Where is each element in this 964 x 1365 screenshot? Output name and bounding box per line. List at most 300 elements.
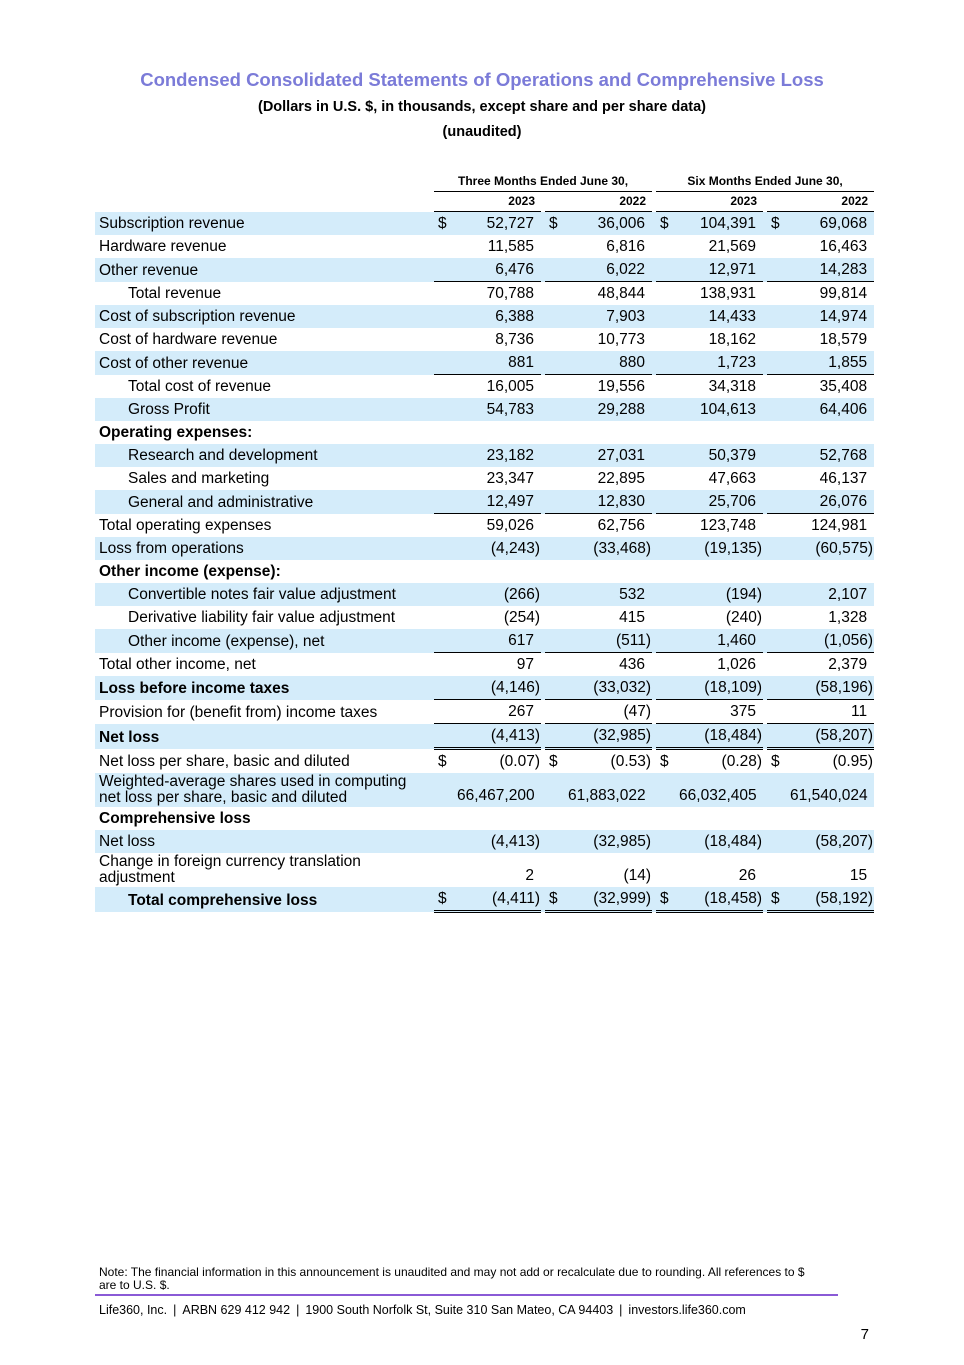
value-cell: (18,109) <box>679 676 763 700</box>
currency-symbol <box>545 830 568 853</box>
currency-symbol <box>767 398 790 421</box>
currency-symbol <box>434 853 457 887</box>
value-cell: 70,788 <box>457 282 541 306</box>
currency-symbol <box>545 258 568 282</box>
table-row <box>95 235 874 258</box>
table-row <box>95 375 874 399</box>
currency-symbol <box>656 328 679 351</box>
currency-symbol: $ <box>656 212 679 236</box>
value-cell: 8,736 <box>495 331 534 348</box>
row-label: Other income (expense), net <box>95 629 430 653</box>
value-cell: 1,460 <box>679 629 763 653</box>
table-row <box>95 583 874 606</box>
table-row <box>95 514 874 538</box>
value-cell: (254) <box>503 609 540 626</box>
value-cell <box>457 807 541 830</box>
currency-symbol <box>767 258 790 282</box>
currency-symbol <box>545 807 568 830</box>
value-cell: (4,243) <box>457 537 541 560</box>
value-cell: (58,207) <box>790 724 874 749</box>
value-cell: 47,663 <box>708 470 757 487</box>
value-cell: (19,135) <box>679 537 763 560</box>
currency-symbol <box>434 830 457 853</box>
row-label: Other revenue <box>95 258 430 282</box>
row-label: Subscription revenue <box>95 212 430 236</box>
value-cell <box>679 807 763 830</box>
row-label: Total revenue <box>128 285 222 302</box>
currency-symbol <box>434 351 457 375</box>
currency-symbol <box>434 807 457 830</box>
currency-symbol <box>656 514 679 538</box>
currency-symbol <box>434 653 457 677</box>
currency-symbol <box>545 700 568 724</box>
value-cell: 1,855 <box>790 351 874 375</box>
value-cell: 617 <box>457 629 541 653</box>
currency-symbol <box>545 583 568 606</box>
value-cell: 12,971 <box>679 258 763 282</box>
table-row <box>95 258 874 282</box>
value-cell: 22,895 <box>597 470 646 487</box>
address: 1900 South Norfolk St, Suite 310 San Mateo, CA 94403 <box>305 1303 614 1317</box>
period-header-row <box>95 172 874 192</box>
value-cell: 104,391 <box>679 212 763 236</box>
currency-symbol <box>767 560 790 583</box>
value-cell: 48,844 <box>568 282 652 306</box>
value-cell: (0.07) <box>499 753 540 770</box>
table-row <box>95 328 874 351</box>
statement-table <box>95 172 874 913</box>
value-cell: 23,347 <box>486 470 534 487</box>
value-cell: 27,031 <box>568 444 652 467</box>
value-cell: 15 <box>849 867 868 884</box>
currency-symbol <box>434 421 457 444</box>
row-label: Total cost of revenue <box>128 378 272 395</box>
value-cell <box>457 421 541 444</box>
value-cell: (47) <box>568 700 652 724</box>
table-row <box>95 305 874 328</box>
currency-symbol <box>767 490 790 514</box>
row-label: Total other income, net <box>99 656 256 673</box>
table-row <box>95 807 874 830</box>
currency-symbol <box>656 537 679 560</box>
value-cell: (4,411) <box>457 887 541 912</box>
value-cell: (58,196) <box>790 676 874 700</box>
currency-symbol <box>545 328 568 351</box>
currency-symbol <box>767 629 790 653</box>
row-label: Cost of subscription revenue <box>95 305 430 328</box>
value-cell: 12,830 <box>568 490 652 514</box>
currency-symbol <box>545 629 568 653</box>
currency-symbol <box>545 421 568 444</box>
value-cell: 26 <box>738 867 757 884</box>
value-cell <box>457 560 541 583</box>
row-label: Total operating expenses <box>99 517 272 534</box>
currency-symbol: $ <box>434 887 457 912</box>
currency-symbol <box>545 724 568 749</box>
value-cell: (18,484) <box>679 830 763 853</box>
row-label: Weighted-average shares used in computing net loss per share, basic and diluted <box>95 773 430 807</box>
value-cell: (240) <box>725 609 763 626</box>
currency-symbol: $ <box>771 753 780 770</box>
currency-symbol <box>656 807 679 830</box>
value-cell: 14,283 <box>790 258 874 282</box>
currency-symbol <box>656 773 679 807</box>
value-cell: 123,748 <box>679 514 763 538</box>
value-cell: 1,026 <box>679 653 763 677</box>
value-cell: (33,032) <box>568 676 652 700</box>
value-cell <box>568 807 652 830</box>
currency-symbol <box>656 305 679 328</box>
row-label: Comprehensive loss <box>99 810 251 827</box>
table-row <box>95 749 874 774</box>
value-cell: (18,484) <box>679 724 763 749</box>
currency-symbol <box>767 282 790 306</box>
currency-symbol <box>767 235 790 258</box>
value-cell: 46,137 <box>819 470 868 487</box>
currency-symbol <box>545 282 568 306</box>
value-cell <box>679 560 763 583</box>
value-cell: (32,985) <box>568 830 652 853</box>
value-cell: 97 <box>457 653 541 677</box>
value-cell <box>790 560 874 583</box>
currency-symbol <box>767 773 790 807</box>
value-cell <box>568 560 652 583</box>
currency-symbol <box>545 537 568 560</box>
row-label: Other income (expense): <box>99 563 281 580</box>
currency-symbol <box>656 724 679 749</box>
value-cell: (58,207) <box>790 830 874 853</box>
currency-symbol: $ <box>549 753 558 770</box>
footer-divider <box>95 1294 838 1296</box>
currency-symbol <box>767 830 790 853</box>
currency-symbol <box>434 258 457 282</box>
page-title: Condensed Consolidated Statements of Operations and Comprehensive Loss <box>140 69 824 90</box>
value-cell: (0.53) <box>610 753 652 770</box>
value-cell: 25,706 <box>679 490 763 514</box>
table-row <box>95 853 874 887</box>
value-cell: (511) <box>568 629 652 653</box>
row-label: Convertible notes fair value adjustment <box>95 583 430 606</box>
currency-symbol: $ <box>438 753 447 770</box>
currency-symbol <box>656 629 679 653</box>
value-cell: 69,068 <box>790 212 874 236</box>
value-cell: 16,463 <box>819 238 868 255</box>
value-cell: 6,476 <box>457 258 541 282</box>
row-label: Gross Profit <box>95 398 430 421</box>
row-label: Change in foreign currency translation adjustment <box>99 853 361 886</box>
table-row <box>95 560 874 583</box>
value-cell: 6,816 <box>606 238 646 255</box>
footnote: Note: The financial information in this announcement is unaudited and may not add or recalculate due to rounding. All references to $ are to U.S. $. <box>99 1265 805 1292</box>
table-row <box>95 421 874 444</box>
currency-symbol <box>767 328 790 351</box>
separator: | <box>619 1303 623 1317</box>
currency-symbol <box>767 444 790 467</box>
currency-symbol <box>434 235 457 258</box>
year-header: 2023 <box>656 192 763 212</box>
currency-symbol <box>767 676 790 700</box>
value-cell: 436 <box>568 653 652 677</box>
currency-symbol <box>767 467 790 490</box>
value-cell: 26,076 <box>790 490 874 514</box>
value-cell: (18,458) <box>679 887 763 912</box>
value-cell: 35,408 <box>790 375 874 399</box>
value-cell: 16,005 <box>457 375 541 399</box>
currency-symbol <box>656 830 679 853</box>
table-row <box>95 490 874 514</box>
table-row <box>95 212 874 236</box>
value-cell: 18,162 <box>708 331 757 348</box>
table-row <box>95 398 874 421</box>
currency-symbol <box>545 653 568 677</box>
currency-symbol <box>767 700 790 724</box>
currency-symbol <box>434 282 457 306</box>
currency-symbol <box>767 853 790 887</box>
row-label: Provision for (benefit from) income taxes <box>99 703 378 721</box>
value-cell: (4,413) <box>457 830 541 853</box>
currency-symbol <box>767 537 790 560</box>
row-label: Net loss <box>95 724 430 749</box>
value-cell: 66,032,405 <box>679 773 763 807</box>
table-row <box>95 537 874 560</box>
currency-symbol <box>434 676 457 700</box>
currency-symbol <box>656 560 679 583</box>
currency-symbol <box>656 398 679 421</box>
value-cell: 23,182 <box>457 444 541 467</box>
currency-symbol <box>434 398 457 421</box>
year-header: 2023 <box>434 192 541 212</box>
value-cell: 10,773 <box>597 331 646 348</box>
currency-symbol <box>656 351 679 375</box>
row-label: Net loss per share, basic and diluted <box>99 753 350 770</box>
currency-symbol <box>767 351 790 375</box>
value-cell: 99,814 <box>790 282 874 306</box>
currency-symbol <box>656 467 679 490</box>
currency-symbol <box>434 490 457 514</box>
currency-symbol: $ <box>545 212 568 236</box>
value-cell: 2,379 <box>790 653 874 677</box>
value-cell: (14) <box>623 867 652 884</box>
table-row <box>95 282 874 306</box>
table-row <box>95 351 874 375</box>
table-row <box>95 773 874 807</box>
value-cell: 2,107 <box>790 583 874 606</box>
currency-symbol <box>434 700 457 724</box>
value-cell: 415 <box>619 609 646 626</box>
value-cell: 104,613 <box>679 398 763 421</box>
currency-symbol <box>656 375 679 399</box>
separator: | <box>296 1303 300 1317</box>
value-cell: (0.28) <box>721 753 763 770</box>
currency-symbol <box>434 629 457 653</box>
value-cell <box>679 421 763 444</box>
currency-symbol <box>434 773 457 807</box>
currency-symbol <box>545 467 568 490</box>
value-cell: 61,540,024 <box>790 773 874 807</box>
row-label: Derivative liability fair value adjustment <box>128 609 396 626</box>
value-cell: 18,579 <box>819 331 868 348</box>
table-row <box>95 629 874 653</box>
currency-symbol <box>434 724 457 749</box>
currency-symbol <box>767 514 790 538</box>
currency-symbol <box>545 351 568 375</box>
value-cell: 36,006 <box>568 212 652 236</box>
currency-symbol <box>656 258 679 282</box>
value-cell: 52,727 <box>457 212 541 236</box>
currency-symbol: $ <box>767 887 790 912</box>
currency-symbol <box>545 676 568 700</box>
row-label: Loss before income taxes <box>95 676 430 700</box>
currency-symbol: $ <box>434 212 457 236</box>
table-row <box>95 653 874 677</box>
currency-symbol <box>434 328 457 351</box>
value-cell: (58,192) <box>790 887 874 912</box>
currency-symbol <box>545 375 568 399</box>
row-label: Sales and marketing <box>128 470 270 487</box>
value-cell: 11,585 <box>487 238 534 255</box>
value-cell: 52,768 <box>790 444 874 467</box>
currency-symbol <box>767 305 790 328</box>
value-cell: 138,931 <box>679 282 763 306</box>
value-cell: (4,413) <box>457 724 541 749</box>
value-cell: 19,556 <box>568 375 652 399</box>
value-cell: 1,328 <box>828 609 868 626</box>
six-months-header: Six Months Ended June 30, <box>656 172 874 192</box>
currency-symbol <box>656 676 679 700</box>
currency-symbol <box>434 444 457 467</box>
value-cell: 14,433 <box>679 305 763 328</box>
table-row <box>95 700 874 724</box>
currency-symbol <box>434 606 457 629</box>
currency-symbol <box>545 305 568 328</box>
value-cell: 6,022 <box>568 258 652 282</box>
value-cell: 34,318 <box>679 375 763 399</box>
currency-symbol: $ <box>660 753 669 770</box>
value-cell: 7,903 <box>568 305 652 328</box>
value-cell: 881 <box>457 351 541 375</box>
value-cell: (32,985) <box>568 724 652 749</box>
unaudited-label: (unaudited) <box>442 124 522 140</box>
footer-bar <box>99 1303 746 1317</box>
currency-symbol <box>545 444 568 467</box>
currency-symbol <box>656 235 679 258</box>
currency-symbol <box>656 583 679 606</box>
row-label: Total comprehensive loss <box>95 887 430 912</box>
value-cell: 11 <box>790 700 874 724</box>
value-cell: 12,497 <box>457 490 541 514</box>
currency-symbol: $ <box>656 887 679 912</box>
currency-symbol <box>545 773 568 807</box>
currency-symbol <box>656 853 679 887</box>
value-cell: 6,388 <box>457 305 541 328</box>
three-months-header: Three Months Ended June 30, <box>434 172 652 192</box>
currency-symbol <box>434 514 457 538</box>
currency-symbol <box>656 421 679 444</box>
currency-symbol <box>545 398 568 421</box>
value-cell: 124,981 <box>790 514 874 538</box>
value-cell: 267 <box>457 700 541 724</box>
year-header-row <box>95 192 874 212</box>
currency-symbol <box>434 305 457 328</box>
table-row <box>95 724 874 749</box>
value-cell: 2 <box>525 867 534 884</box>
currency-symbol: $ <box>767 212 790 236</box>
separator: | <box>173 1303 177 1317</box>
currency-symbol <box>434 583 457 606</box>
website-link[interactable]: investors.life360.com <box>628 1303 746 1317</box>
value-cell: (32,999) <box>568 887 652 912</box>
table-row <box>95 444 874 467</box>
currency-symbol <box>545 853 568 887</box>
page-number: 7 <box>860 1326 869 1343</box>
currency-symbol <box>767 724 790 749</box>
value-cell: 532 <box>568 583 652 606</box>
company-name: Life360, Inc. <box>99 1303 168 1317</box>
currency-symbol <box>434 560 457 583</box>
row-label: Net loss <box>95 830 430 853</box>
value-cell: 59,026 <box>457 514 541 538</box>
currency-symbol <box>767 807 790 830</box>
row-label: Cost of hardware revenue <box>99 331 278 348</box>
value-cell: 61,883,022 <box>568 773 652 807</box>
value-cell: 21,569 <box>708 238 757 255</box>
value-cell <box>790 421 874 444</box>
currency-symbol <box>545 560 568 583</box>
currency-symbol: $ <box>545 887 568 912</box>
currency-symbol <box>656 653 679 677</box>
currency-symbol <box>656 606 679 629</box>
table-row <box>95 467 874 490</box>
value-cell <box>568 421 652 444</box>
row-label: Hardware revenue <box>99 238 227 255</box>
year-header: 2022 <box>767 192 874 212</box>
value-cell: 1,723 <box>679 351 763 375</box>
currency-symbol <box>656 444 679 467</box>
arbn: ARBN 629 412 942 <box>182 1303 291 1317</box>
value-cell: 64,406 <box>790 398 874 421</box>
year-header: 2022 <box>545 192 652 212</box>
currency-symbol <box>767 653 790 677</box>
value-cell: 29,288 <box>568 398 652 421</box>
table-row <box>95 676 874 700</box>
value-cell: 14,974 <box>790 305 874 328</box>
value-cell: 375 <box>679 700 763 724</box>
currency-symbol <box>767 606 790 629</box>
value-cell: (1,056) <box>790 629 874 653</box>
value-cell: 50,379 <box>679 444 763 467</box>
row-label: General and administrative <box>95 490 430 514</box>
currency-symbol <box>767 421 790 444</box>
value-cell: 54,783 <box>457 398 541 421</box>
currency-symbol <box>656 700 679 724</box>
table-row <box>95 830 874 853</box>
currency-symbol <box>434 467 457 490</box>
value-cell: (0.95) <box>832 753 874 770</box>
value-cell: 66,467,200 <box>457 773 541 807</box>
currency-symbol <box>656 282 679 306</box>
page-subtitle: (Dollars in U.S. $, in thousands, except share and per share data) <box>257 99 706 115</box>
currency-symbol <box>656 490 679 514</box>
currency-symbol <box>434 537 457 560</box>
currency-symbol <box>545 490 568 514</box>
value-cell: (4,146) <box>457 676 541 700</box>
value-cell: (33,468) <box>568 537 652 560</box>
row-label: Operating expenses: <box>99 424 253 441</box>
value-cell: (60,575) <box>790 537 874 560</box>
value-cell: (266) <box>457 583 541 606</box>
currency-symbol <box>434 375 457 399</box>
currency-symbol <box>767 583 790 606</box>
